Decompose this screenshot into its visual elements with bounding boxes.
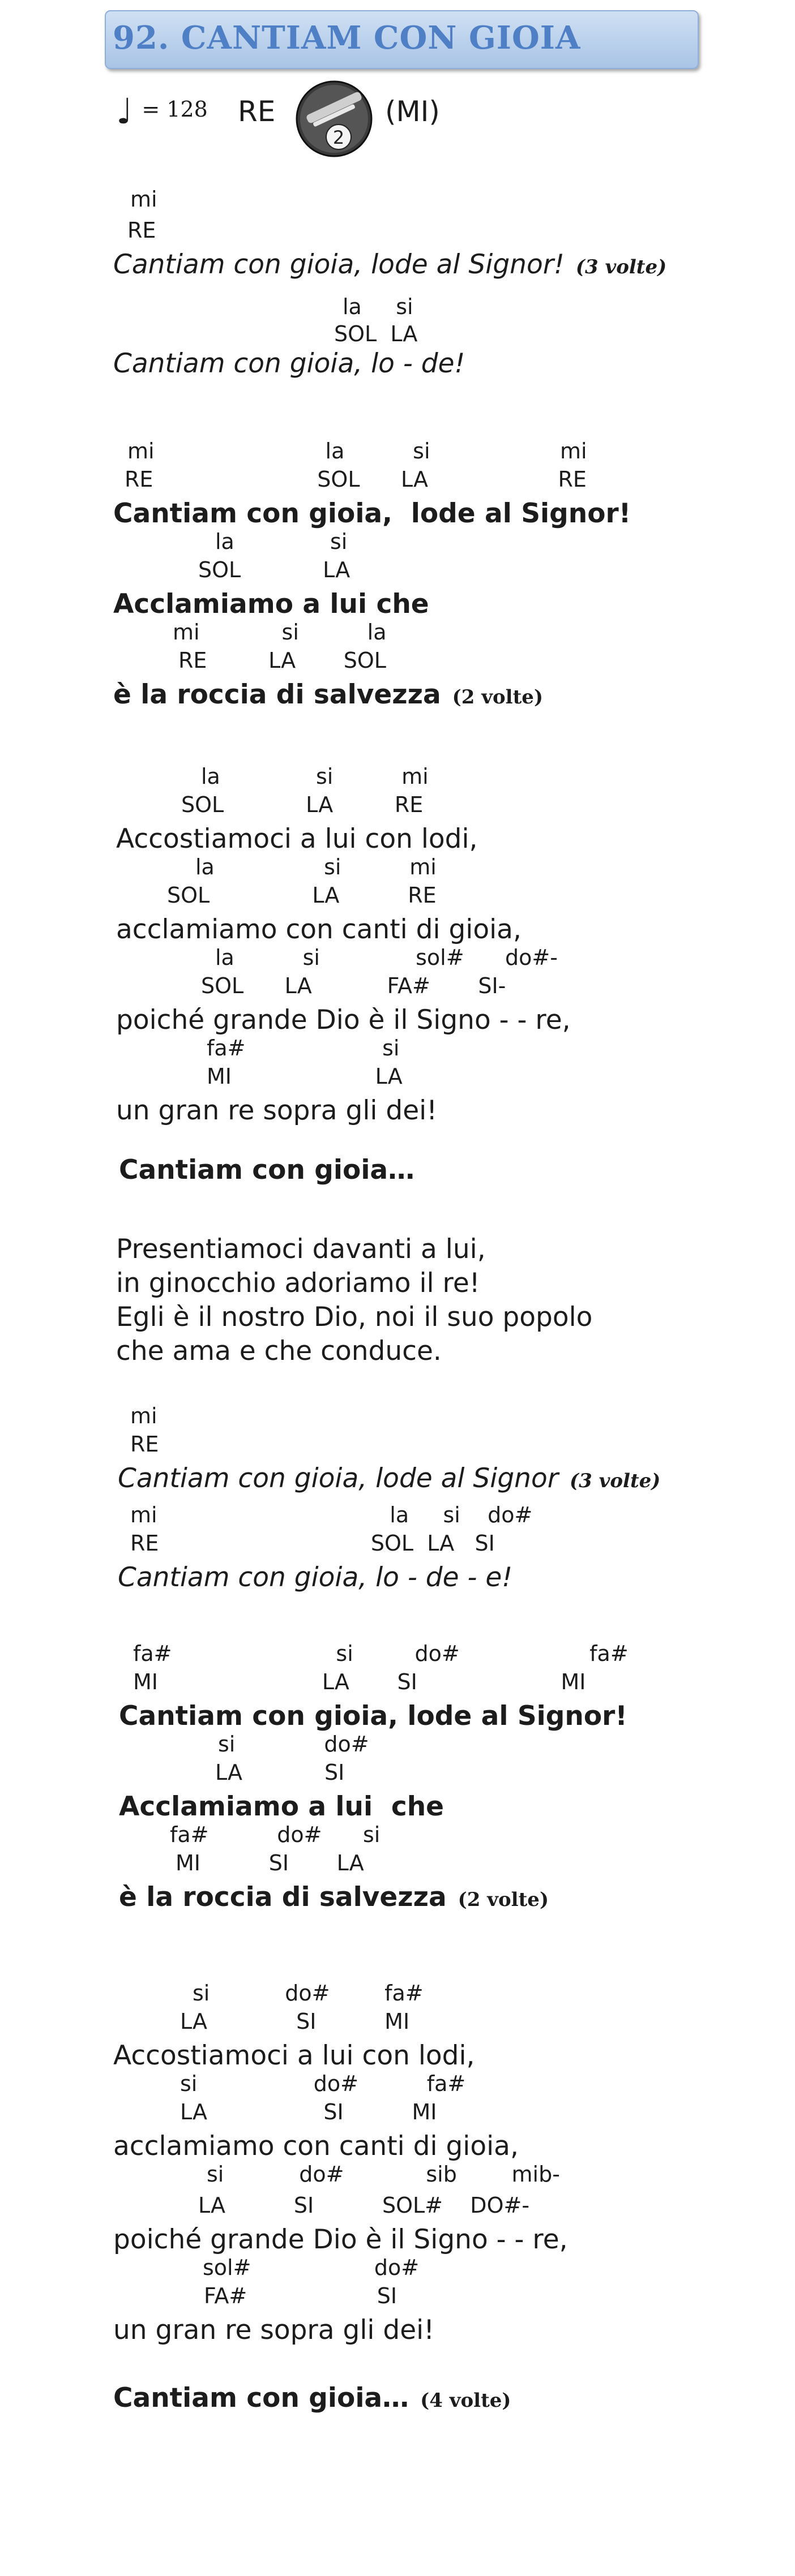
- chord-text: MI LA SI MI: [133, 1669, 586, 1694]
- chord-line: [133, 1669, 585, 1694]
- key-main: RE: [238, 95, 276, 128]
- chord-line: [218, 1732, 369, 1757]
- lyric-text: Accostiamoci a lui con lodi,: [113, 2040, 475, 2071]
- chord-line: [180, 2100, 437, 2124]
- chord-text: si do# sib mib-: [207, 2162, 560, 2187]
- chord-line: [180, 2071, 465, 2096]
- lyric-line: [116, 1268, 480, 1299]
- repeat-note: (3 volte): [575, 256, 667, 278]
- lyric-text: acclamiamo con canti di gioia,: [116, 914, 522, 945]
- lyric-text: Cantiam con gioia…: [113, 2382, 409, 2414]
- chord-text: la si: [343, 294, 413, 319]
- lyric-text: Acclamiamo a lui che: [119, 1791, 444, 1822]
- chord-line: [130, 1432, 159, 1457]
- chord-text: mi la si mi: [127, 439, 587, 463]
- lyric-text: Cantiam con gioia, lode al Signor!: [119, 1701, 627, 1732]
- chord-line: [201, 973, 506, 998]
- repeat-note: (2 volte): [458, 1888, 549, 1911]
- chord-text: mi la si do#: [130, 1502, 533, 1527]
- chord-text: MI LA: [207, 1064, 403, 1089]
- chord-line: [203, 2255, 419, 2280]
- chord-line: [215, 945, 558, 970]
- song-title: 92. CANTIAM CON GIOIA: [113, 19, 581, 57]
- chord-text: mi: [130, 187, 157, 212]
- chord-line: [130, 1403, 157, 1428]
- chord-text: LA SI SOL# DO#-: [198, 2193, 530, 2218]
- lyric-line: [116, 1302, 592, 1333]
- lyric-line: [116, 823, 477, 855]
- lyric-line: [113, 2131, 519, 2162]
- chord-text: la si mi: [195, 855, 437, 879]
- chord-line: [125, 467, 587, 492]
- chord-line: [127, 218, 156, 243]
- lyric-text: Cantiam con gioia, lode al Signor: [118, 1463, 559, 1494]
- chord-line: [195, 855, 437, 879]
- chord-text: RE SOL LA SI: [130, 1531, 495, 1556]
- chord-line: [207, 1036, 399, 1061]
- chord-line: [215, 529, 347, 554]
- lyric-text: è la roccia di salvezza: [113, 679, 441, 710]
- lyric-line: [116, 914, 522, 945]
- lyric-line: [113, 589, 429, 620]
- chord-line: [198, 557, 350, 582]
- lyric-line: [113, 2315, 434, 2346]
- lyric-line: [113, 2382, 511, 2414]
- chord-line: [207, 2162, 560, 2187]
- chord-text: LA SI: [215, 1760, 345, 1785]
- chord-text: RE: [127, 218, 156, 243]
- lyric-line: [113, 2224, 568, 2255]
- quarter-note-icon: ♩: [116, 91, 133, 132]
- lyric-text: Accostiamoci a lui con lodi,: [116, 823, 478, 855]
- lyric-line: [116, 1234, 486, 1265]
- tempo-marking: [116, 91, 208, 132]
- lyric-text: un gran re sopra gli dei!: [113, 2315, 435, 2346]
- chord-line: [343, 294, 413, 319]
- lyric-text: che ama e che conduce.: [116, 1336, 442, 1367]
- repeat-note: (3 volte): [570, 1470, 661, 1492]
- chord-text: LA SI MI: [180, 2009, 410, 2034]
- chord-text: la si: [215, 529, 348, 554]
- chord-line: [130, 1502, 532, 1527]
- key-alt: (MI): [385, 95, 440, 128]
- title-banner: [105, 10, 699, 69]
- chord-line: [334, 321, 417, 346]
- capo-number: 2: [332, 127, 345, 148]
- chord-text: si do#: [218, 1732, 369, 1757]
- repeat-note: (4 volte): [420, 2389, 511, 2412]
- lyric-text: Presentiamoci davanti a lui,: [116, 1234, 486, 1265]
- lyric-text: Cantiam con gioia…: [119, 1154, 415, 1186]
- lyric-line: [113, 2040, 475, 2071]
- repeat-note: (2 volte): [452, 686, 544, 709]
- chord-line: [198, 2193, 529, 2218]
- tempo-bpm: = 128: [142, 97, 208, 122]
- lyric-line: [119, 1791, 444, 1822]
- chord-line: [133, 1641, 629, 1666]
- chord-line: [173, 620, 387, 645]
- lyric-line: [113, 679, 543, 710]
- chord-line: [167, 883, 437, 908]
- lyric-text: poiché grande Dio è il Signo - - re,: [113, 2224, 568, 2255]
- lyric-line: [113, 498, 631, 529]
- chord-line: [127, 439, 587, 463]
- chord-text: la si sol# do#-: [215, 945, 558, 970]
- chord-text: SOL LA: [198, 557, 351, 582]
- chord-line: [204, 2283, 397, 2308]
- chord-line: [170, 1822, 380, 1847]
- chord-line: [201, 764, 429, 789]
- chord-line: [207, 1064, 403, 1089]
- lyric-line: [113, 348, 465, 379]
- lyric-text: Acclamiamo a lui che: [113, 589, 429, 620]
- chord-line: [180, 2009, 409, 2034]
- lyric-line: [113, 249, 666, 280]
- chord-text: sol# do#: [203, 2255, 420, 2280]
- lyric-text: Cantiam con gioia, lo - de - e!: [118, 1562, 513, 1593]
- chord-line: [215, 1760, 344, 1785]
- lyric-line: [116, 1004, 571, 1036]
- lyric-text: Cantiam con gioia, lo - de!: [113, 348, 465, 379]
- chord-text: mi: [130, 1403, 157, 1428]
- chord-text: SOL LA FA# SI-: [201, 973, 506, 998]
- lyric-text: poiché grande Dio è il Signo - - re,: [116, 1004, 571, 1036]
- chord-text: fa# do# si: [170, 1822, 381, 1847]
- chord-text: fa# si: [207, 1036, 400, 1061]
- chord-text: RE: [130, 1432, 159, 1457]
- lyric-text: è la roccia di salvezza: [119, 1882, 447, 1913]
- lyric-text: Cantiam con gioia, lode al Signor!: [113, 498, 631, 529]
- chord-text: FA# SI: [204, 2283, 398, 2308]
- chord-line: [176, 1851, 364, 1875]
- lyric-text: un gran re sopra gli dei!: [116, 1095, 438, 1126]
- chord-text: SOL LA: [334, 321, 418, 346]
- chord-line: [130, 1531, 495, 1556]
- chord-text: RE SOL LA RE: [125, 467, 587, 492]
- lyric-line: [118, 1562, 512, 1593]
- chord-line: [178, 648, 386, 673]
- chord-line: [130, 187, 157, 212]
- chord-text: mi si la: [173, 620, 387, 645]
- chord-text: SOL LA RE: [167, 883, 437, 908]
- lyric-line: [119, 1882, 549, 1913]
- chord-text: MI SI LA: [176, 1851, 364, 1875]
- lyric-line: [116, 1095, 437, 1126]
- lyric-line: [119, 1154, 414, 1186]
- lyric-text: acclamiamo con canti di gioia,: [113, 2131, 519, 2162]
- chord-text: SOL LA RE: [181, 792, 424, 817]
- chord-text: la si mi: [201, 764, 429, 789]
- chord-text: fa# si do# fa#: [133, 1641, 629, 1666]
- lyric-text: in ginocchio adoriamo il re!: [116, 1268, 480, 1299]
- lyric-line: [118, 1463, 660, 1494]
- chord-text: si do# fa#: [180, 2071, 466, 2096]
- chord-text: RE LA SOL: [178, 648, 386, 673]
- chord-text: LA SI MI: [180, 2100, 437, 2124]
- lyric-text: Cantiam con gioia, lode al Signor!: [113, 249, 565, 280]
- lyric-line: [116, 1336, 442, 1367]
- lyric-line: [119, 1701, 627, 1732]
- lyric-text: Egli è il nostro Dio, noi il suo popolo: [116, 1302, 593, 1333]
- chord-line: [181, 792, 423, 817]
- chord-line: [193, 1981, 424, 2006]
- guitar-capo-icon: [294, 79, 374, 158]
- chord-text: si do# fa#: [193, 1981, 424, 2006]
